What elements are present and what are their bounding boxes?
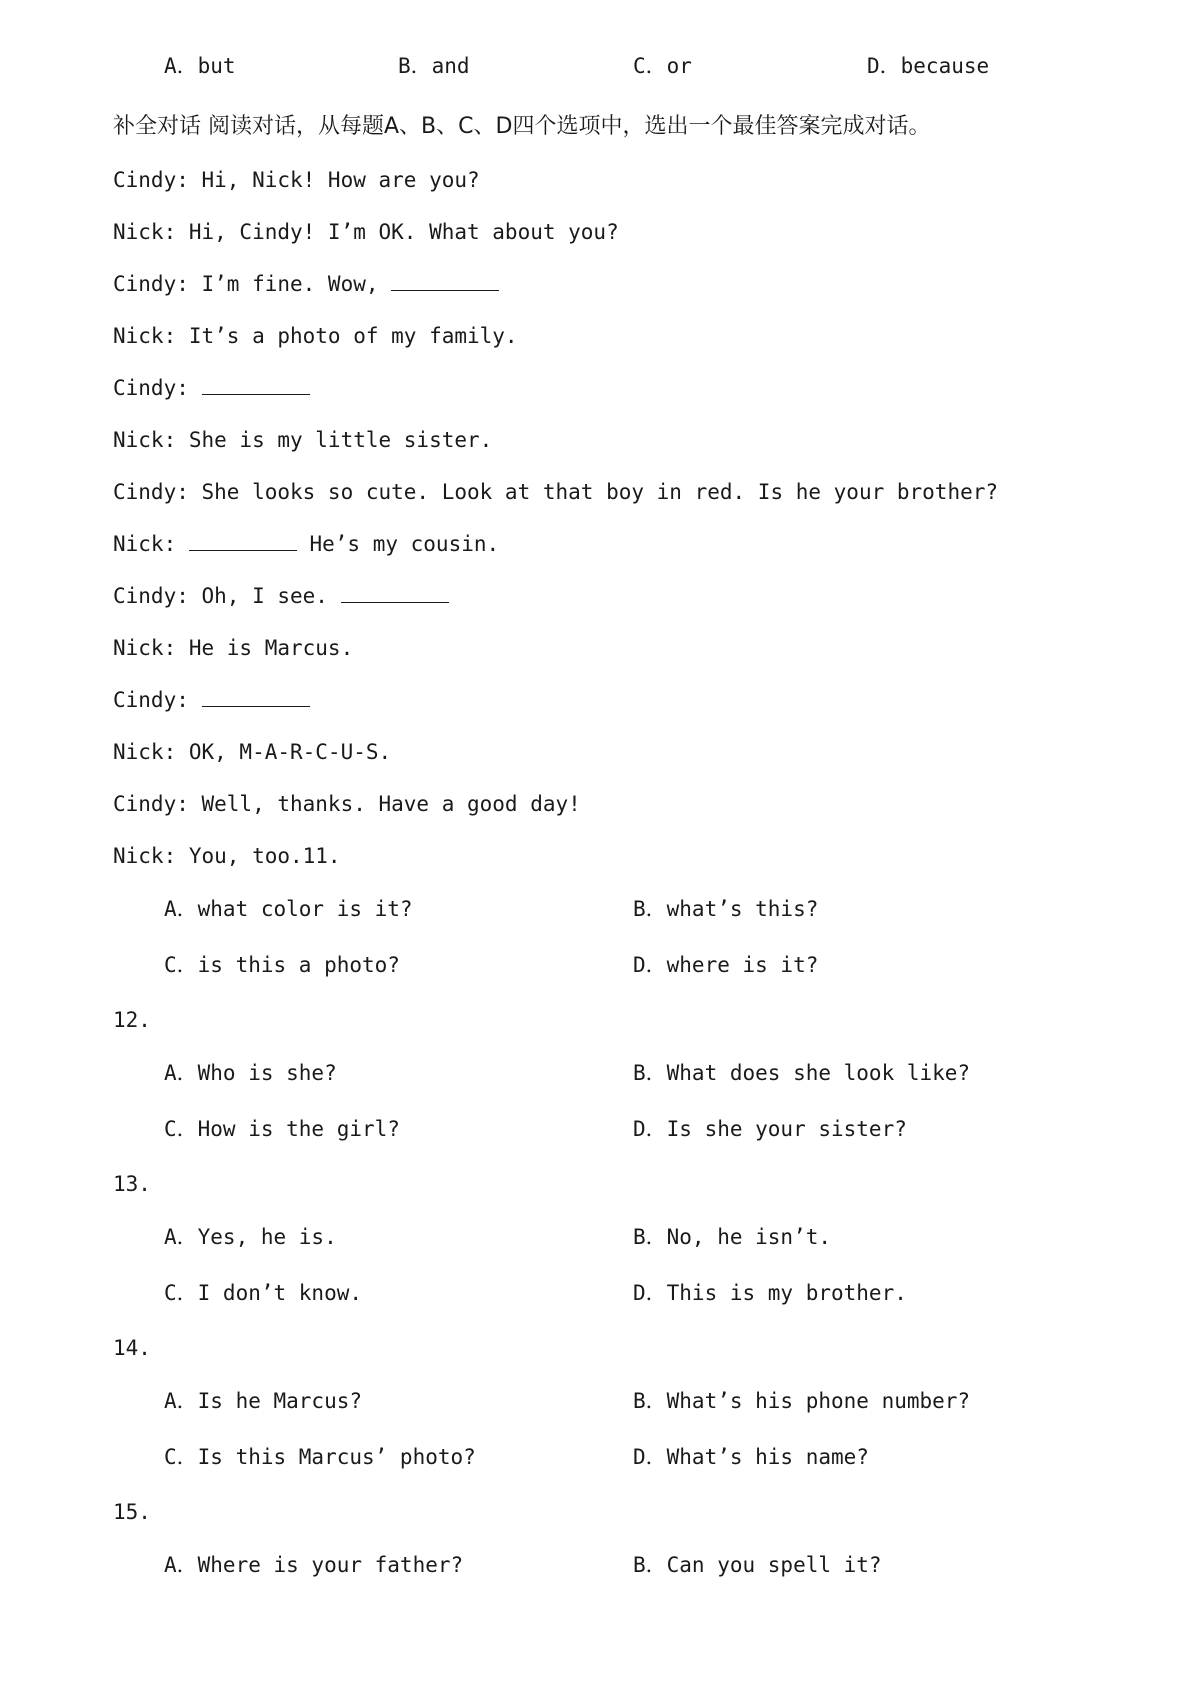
answer-blank [202, 376, 310, 395]
q12-option-d: D．Is she your sister? [633, 1117, 907, 1141]
question-number: 13. [113, 1172, 151, 1196]
answer-blank [202, 688, 310, 707]
q11-option-b: B．what’s this? [633, 897, 819, 921]
q15-option-b: B．Can you spell it? [633, 1553, 882, 1577]
q10-option-c: C．or [633, 54, 692, 78]
q11-option-a: A．what color is it? [164, 897, 413, 921]
q15-option-a: A．Where is your father? [164, 1553, 464, 1577]
question-number: 12. [113, 1008, 151, 1032]
dialogue-line: Cindy: [113, 374, 310, 402]
q14-option-d: D．What’s his name? [633, 1445, 869, 1469]
q10-option-a: A．but [164, 54, 236, 78]
q12-option-b: B．What does she look like? [633, 1061, 971, 1085]
dialogue-line: Nick: You, too.11. [113, 844, 341, 868]
q14-option-b: B．What’s his phone number? [633, 1389, 971, 1413]
q11-option-c: C．is this a photo? [164, 953, 400, 977]
q14-option-a: A．Is he Marcus? [164, 1389, 363, 1413]
q13-option-c: C．I don’t know. [164, 1281, 363, 1305]
dialogue-line: Cindy: Oh, I see. [113, 582, 449, 610]
dialogue-line: Cindy: [113, 686, 310, 714]
question-number: 14. [113, 1336, 151, 1360]
q12-option-a: A．Who is she? [164, 1061, 337, 1085]
q13-option-a: A．Yes, he is. [164, 1225, 337, 1249]
dialogue-line: Cindy: She looks so cute. Look at that boy in red. Is he your brother? [113, 480, 999, 504]
answer-blank [341, 584, 449, 603]
question-number: 15. [113, 1500, 151, 1524]
dialogue-line: Nick: She is my little sister. [113, 428, 493, 452]
section-instruction: 补全对话 阅读对话，从每题A、B、C、D四个选项中，选出一个最佳答案完成对话。 [113, 114, 931, 139]
q12-option-c: C．How is the girl? [164, 1117, 400, 1141]
dialogue-line: Cindy: I’m fine. Wow, [113, 270, 499, 298]
q13-option-b: B．No, he isn’t. [633, 1225, 832, 1249]
dialogue-line: Cindy: Hi, Nick! How are you? [113, 168, 480, 192]
dialogue-line: Nick: He’s my cousin. [113, 532, 500, 556]
dialogue-line: Nick: OK, M-A-R-C-U-S. [113, 740, 392, 764]
q10-option-b: B．and [398, 54, 470, 78]
dialogue-line: Nick: He is Marcus. [113, 636, 354, 660]
q14-option-c: C．Is this Marcus’ photo? [164, 1445, 476, 1469]
dialogue-line: Cindy: Well, thanks. Have a good day! [113, 792, 581, 816]
dialogue-line: Nick: Hi, Cindy! I’m OK. What about you? [113, 220, 619, 244]
q13-option-d: D．This is my brother. [633, 1281, 907, 1305]
answer-blank [391, 272, 499, 291]
dialogue-line: Nick: It’s a photo of my family. [113, 324, 518, 348]
q11-option-d: D．where is it? [633, 953, 819, 977]
q10-option-d: D．because [867, 54, 990, 78]
answer-blank [189, 532, 297, 551]
